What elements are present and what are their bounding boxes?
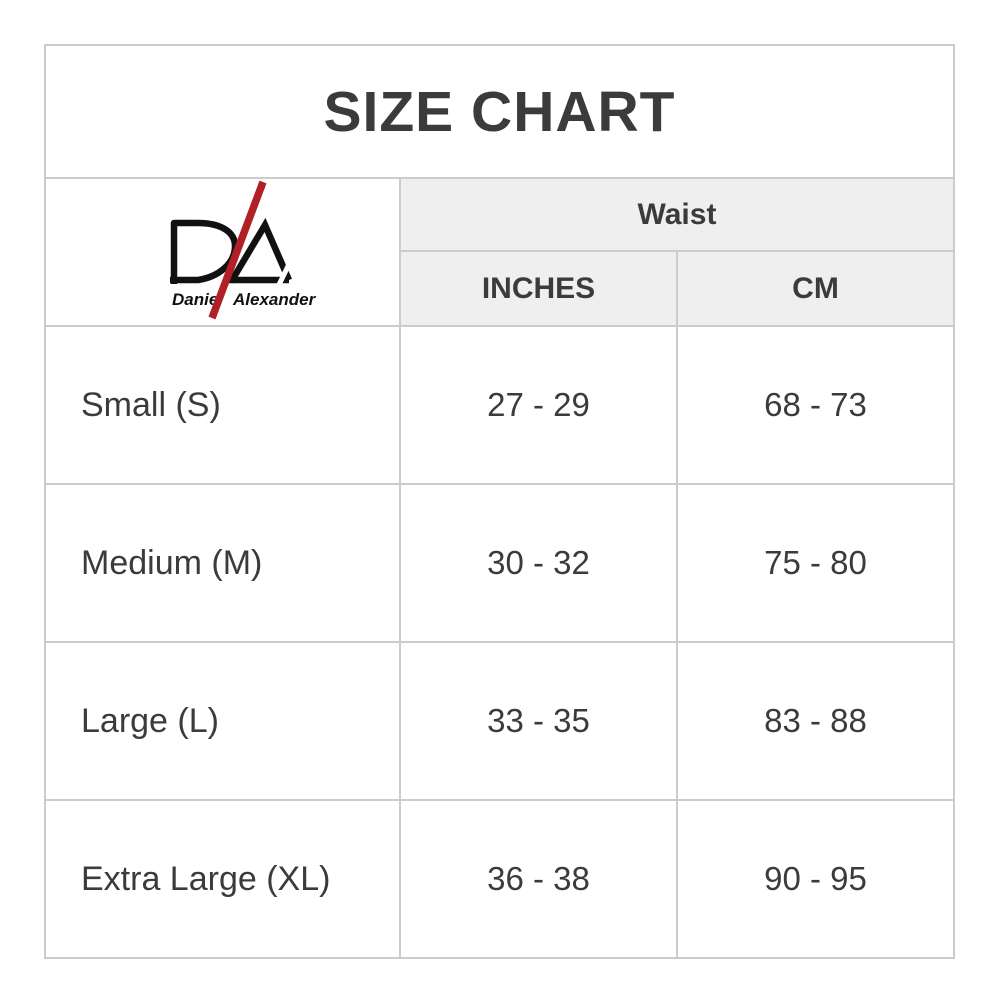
size-row-label-small: Small (S) [46, 327, 399, 483]
brand-logo-cell [46, 179, 399, 325]
size-row-extra-large-cm-value: 90 - 95 [678, 801, 953, 957]
size-row-large-inches-value: 33 - 35 [401, 643, 676, 799]
size-row-small-cm-value: 68 - 73 [678, 327, 953, 483]
size-chart-table [44, 44, 955, 959]
column-group-header-waist: Waist [401, 179, 953, 250]
size-chart-grid [46, 46, 953, 957]
size-row-medium-inches-value: 30 - 32 [401, 485, 676, 641]
logo-caption-right: Alexander [233, 290, 316, 309]
size-row-small-inches-value: 27 - 29 [401, 327, 676, 483]
size-row-label-medium: Medium (M) [46, 485, 399, 641]
size-row-label-large: Large (L) [46, 643, 399, 799]
size-row-extra-large-inches-value: 36 - 38 [401, 801, 676, 957]
size-row-label-extra-large: Extra Large (XL) [46, 801, 399, 957]
column-header-inches: INCHES [401, 252, 676, 325]
daniel-alexander-logo-icon [148, 180, 343, 321]
size-row-medium-cm-value: 75 - 80 [678, 485, 953, 641]
column-header-cm: CM [678, 252, 953, 325]
size-chart-title: SIZE CHART [46, 46, 953, 177]
size-row-large-cm-value: 83 - 88 [678, 643, 953, 799]
logo-caption-left: Daniel [172, 290, 224, 309]
